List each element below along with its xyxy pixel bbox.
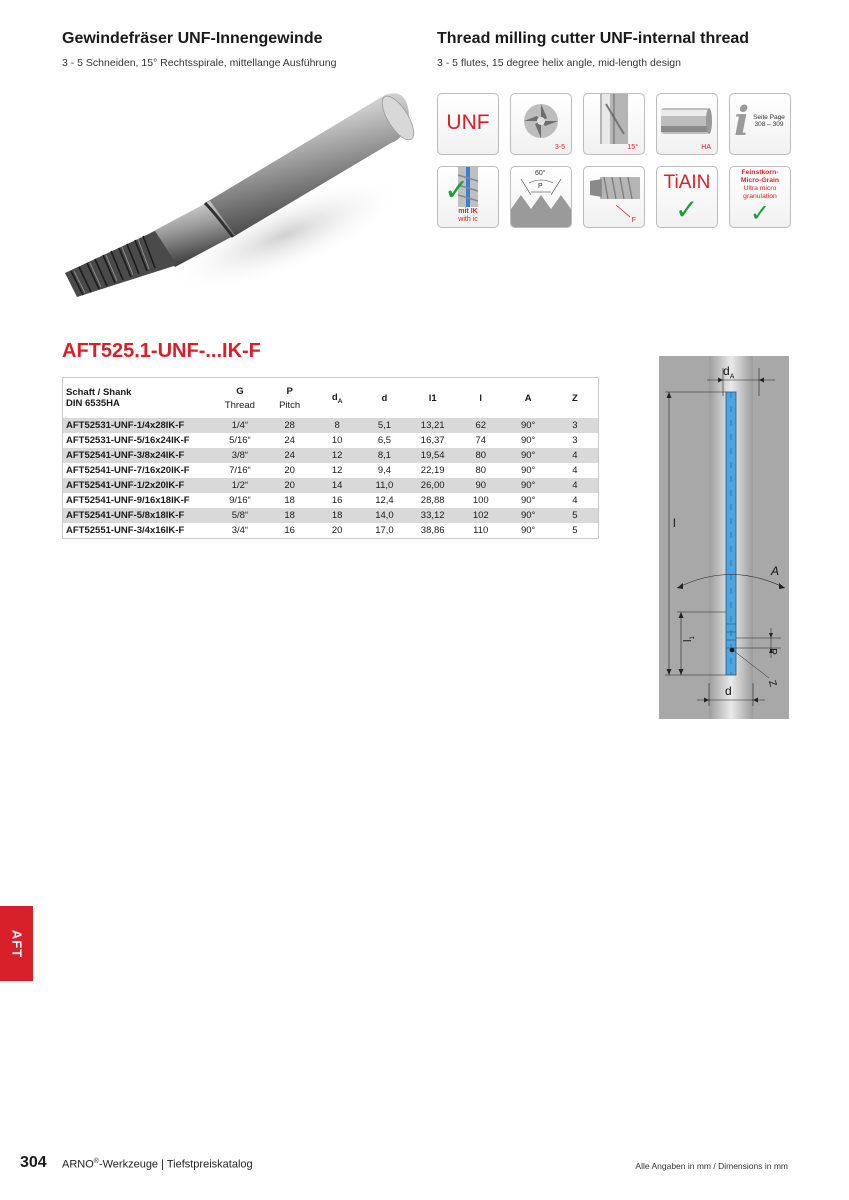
- cell-z: 4: [552, 448, 599, 463]
- z-header: Z: [571, 392, 578, 404]
- col-pitch: [266, 378, 314, 419]
- col-d: [361, 378, 409, 419]
- cell-da: 12: [331, 465, 343, 476]
- info-i-icon: i: [734, 98, 750, 145]
- cell-thread: 9/16“: [229, 495, 251, 506]
- l1-header: l1: [428, 392, 437, 404]
- flutes-icon: [510, 93, 572, 155]
- cell-angle: 90°: [520, 495, 536, 506]
- checkmark-icon: ✓: [444, 174, 470, 207]
- angle-header: A: [524, 392, 532, 404]
- table-row: [63, 523, 599, 539]
- grain-line3: Ultra micro: [743, 185, 777, 192]
- pitch-header-sub: Pitch: [279, 399, 301, 411]
- footer-catalog-text: -Werkzeuge | Tiefstpreiskatalog: [98, 1158, 253, 1171]
- cell-code: AFT52541-UNF-1/2x20IK-F: [63, 478, 215, 493]
- table-row: [63, 463, 599, 478]
- cell-da: 12: [314, 448, 361, 463]
- cell-l1: 28,88: [420, 495, 445, 506]
- drawing-z-label: Z: [765, 679, 779, 688]
- grain-line4: granulation: [743, 193, 777, 200]
- subtitle-german: 3 - 5 Schneiden, 15° Rechtsspirale, mittellange Ausführung: [62, 57, 337, 69]
- cell-code: AFT52541-UNF-5/8x18IK-F: [63, 508, 215, 523]
- cell-pitch: 20: [266, 478, 314, 493]
- cell-l1: 13,21: [408, 418, 457, 433]
- cell-l1: 38,86: [420, 525, 445, 536]
- l1-symbol: l: [681, 639, 694, 642]
- da-subscript: A: [729, 373, 735, 381]
- cell-angle: 90°: [505, 508, 552, 523]
- cell-angle: 90°: [520, 465, 536, 476]
- table-row: [63, 448, 599, 463]
- technical-drawing: [659, 356, 789, 719]
- cell-d: 12,4: [375, 495, 394, 506]
- spec-table: [62, 377, 599, 539]
- cell-pitch: 20: [284, 465, 295, 476]
- cell-angle: 90°: [520, 525, 536, 536]
- shank-type: HA: [701, 144, 711, 151]
- drawing-da-label: [723, 364, 734, 380]
- cell-d: 17,0: [375, 525, 394, 536]
- cell-l: 102: [457, 508, 505, 523]
- grain-line2: Micro-Grain: [740, 177, 780, 184]
- drawing-l-label: l: [673, 516, 676, 530]
- cell-pitch: 24: [284, 435, 295, 446]
- d-header: d: [381, 392, 388, 404]
- cell-pitch: 18: [266, 508, 314, 523]
- table-header-row: [63, 378, 599, 419]
- cell-code: AFT52531-UNF-1/4x28IK-F: [63, 418, 215, 433]
- footer-catalog: [62, 1158, 253, 1171]
- cell-l: 74: [475, 435, 487, 446]
- cell-da: 14: [314, 478, 361, 493]
- cell-z: 4: [572, 465, 578, 476]
- cell-d: 8,1: [361, 448, 409, 463]
- cell-z: 5: [552, 508, 599, 523]
- drawing-l1-label: [682, 636, 696, 642]
- cell-da: 18: [314, 508, 361, 523]
- pitch-header: P: [286, 385, 293, 397]
- col-da: [314, 378, 361, 419]
- cell-thread: 1/2“: [214, 478, 265, 493]
- footer-dimensions-note: Alle Angaben in mm / Dimensions in mm: [635, 1161, 788, 1171]
- col-shank: [63, 378, 215, 419]
- cell-z: 4: [572, 495, 578, 506]
- cell-thread: 3/8“: [214, 448, 265, 463]
- ik-line1: mit IK: [458, 208, 478, 215]
- thread-profile-icon: [510, 166, 572, 228]
- thread-header-sub: Thread: [224, 399, 255, 411]
- col-thread: [214, 378, 265, 419]
- drawing-angle-label: A: [771, 564, 780, 578]
- title-german: Gewindefräser UNF-Innengewinde: [62, 30, 323, 47]
- cell-angle: 90°: [505, 478, 552, 493]
- cell-z: 5: [572, 525, 578, 536]
- shank-header-line2: DIN 6535HA: [66, 398, 120, 409]
- col-angle: [505, 378, 552, 419]
- checkmark-icon: ✓: [750, 200, 771, 227]
- cell-l1: 33,12: [408, 508, 457, 523]
- table-row: [63, 478, 599, 493]
- cell-da: 16: [331, 495, 343, 506]
- table-row: [63, 493, 599, 508]
- shank-header-line1: Schaft / Shank: [66, 387, 132, 398]
- unf-thread-icon: [437, 93, 499, 155]
- cell-code: AFT52531-UNF-5/16x24IK-F: [66, 435, 190, 446]
- section-tab-label: AFT: [9, 929, 24, 958]
- da-symbol: d: [723, 364, 730, 378]
- cell-l: 90: [457, 478, 505, 493]
- table-row: [63, 418, 599, 433]
- cell-l: 62: [457, 418, 505, 433]
- drawing-d-label: d: [725, 684, 732, 698]
- cell-l1: 19,54: [408, 448, 457, 463]
- footer-reg-mark: ®: [93, 1158, 99, 1165]
- cell-thread: 5/16“: [229, 435, 251, 446]
- table-row: [63, 433, 599, 448]
- coating-label: TiAIN: [663, 172, 711, 193]
- section-tab-aft[interactable]: [0, 906, 33, 981]
- cell-da: 20: [331, 525, 343, 536]
- thread-header: G: [236, 385, 244, 397]
- cell-pitch: 18: [284, 495, 295, 506]
- thread-angle: 60°: [535, 170, 546, 177]
- info-page-icon: [729, 93, 791, 155]
- chamfer-f-label: F: [631, 217, 636, 224]
- cell-angle: 90°: [520, 435, 536, 446]
- product-title: AFT525.1-UNF-...IK-F: [62, 340, 261, 362]
- micro-grain-icon: [729, 166, 791, 228]
- cell-l1: 22,19: [420, 465, 445, 476]
- cell-l1: 16,37: [420, 435, 445, 446]
- cell-l: 80: [457, 448, 505, 463]
- subtitle-english: 3 - 5 flutes, 15 degree helix angle, mid-length design: [437, 57, 681, 69]
- cell-da: 8: [314, 418, 361, 433]
- cell-code: AFT52541-UNF-3/8x24IK-F: [63, 448, 215, 463]
- cell-code: AFT52551-UNF-3/4x16IK-F: [66, 525, 185, 536]
- checkmark-icon: ✓: [675, 194, 699, 225]
- cell-pitch: 24: [266, 448, 314, 463]
- unf-label: UNF: [446, 111, 490, 134]
- info-line1: Seite Page: [753, 114, 785, 121]
- shank-ha-icon: [656, 93, 718, 155]
- l-header: l: [479, 392, 483, 404]
- ik-line2: with ic: [458, 216, 478, 223]
- drawing-pitch-label: P: [766, 648, 778, 655]
- cell-code: AFT52541-UNF-7/16x20IK-F: [66, 465, 190, 476]
- helix-angle-value: 15°: [627, 144, 638, 151]
- cell-l: 100: [472, 495, 489, 506]
- col-l: [457, 378, 505, 419]
- thread-pitch-label: P: [538, 183, 543, 190]
- cell-thread: 3/4“: [231, 525, 249, 536]
- info-line2: 308 – 309: [754, 121, 784, 128]
- l1-subscript: 1: [689, 636, 696, 640]
- da-header-sub: A: [337, 397, 343, 405]
- cell-thread: 7/16“: [229, 465, 251, 476]
- coating-tialn-icon: [656, 166, 718, 228]
- cell-d: 9,4: [377, 465, 392, 476]
- cell-da: 10: [331, 435, 343, 446]
- cell-l: 110: [473, 525, 489, 536]
- cell-pitch: 16: [284, 525, 295, 536]
- cell-z: 3: [552, 418, 599, 433]
- da-header: d: [331, 391, 338, 403]
- cell-code: AFT52541-UNF-9/16x18IK-F: [66, 495, 190, 506]
- internal-coolant-icon: [437, 166, 499, 228]
- cell-angle: 90°: [505, 448, 552, 463]
- cell-z: 3: [572, 435, 578, 446]
- col-l1: [408, 378, 457, 419]
- cell-l1: 26,00: [408, 478, 457, 493]
- grain-line1: Feinstkorn-: [741, 169, 779, 176]
- col-z: [552, 378, 599, 419]
- cell-d: 6,5: [377, 435, 392, 446]
- cell-thread: 1/4“: [214, 418, 265, 433]
- title-english: Thread milling cutter UNF-internal thread: [437, 30, 750, 47]
- cell-thread: 5/8“: [214, 508, 265, 523]
- cutter-product-image: [55, 85, 415, 315]
- flutes-count: 3-5: [554, 144, 565, 151]
- cell-l: 80: [475, 465, 487, 476]
- cell-d: 5,1: [361, 418, 409, 433]
- page-number: 304: [20, 1154, 47, 1171]
- cell-d: 11,0: [361, 478, 409, 493]
- cell-z: 4: [552, 478, 599, 493]
- helix-angle-icon: [583, 93, 645, 155]
- table-row: [63, 508, 599, 523]
- chamfer-f-icon: [583, 166, 645, 228]
- cell-angle: 90°: [505, 418, 552, 433]
- cell-d: 14,0: [361, 508, 409, 523]
- footer-brand: ARNO: [62, 1158, 94, 1171]
- cell-pitch: 28: [266, 418, 314, 433]
